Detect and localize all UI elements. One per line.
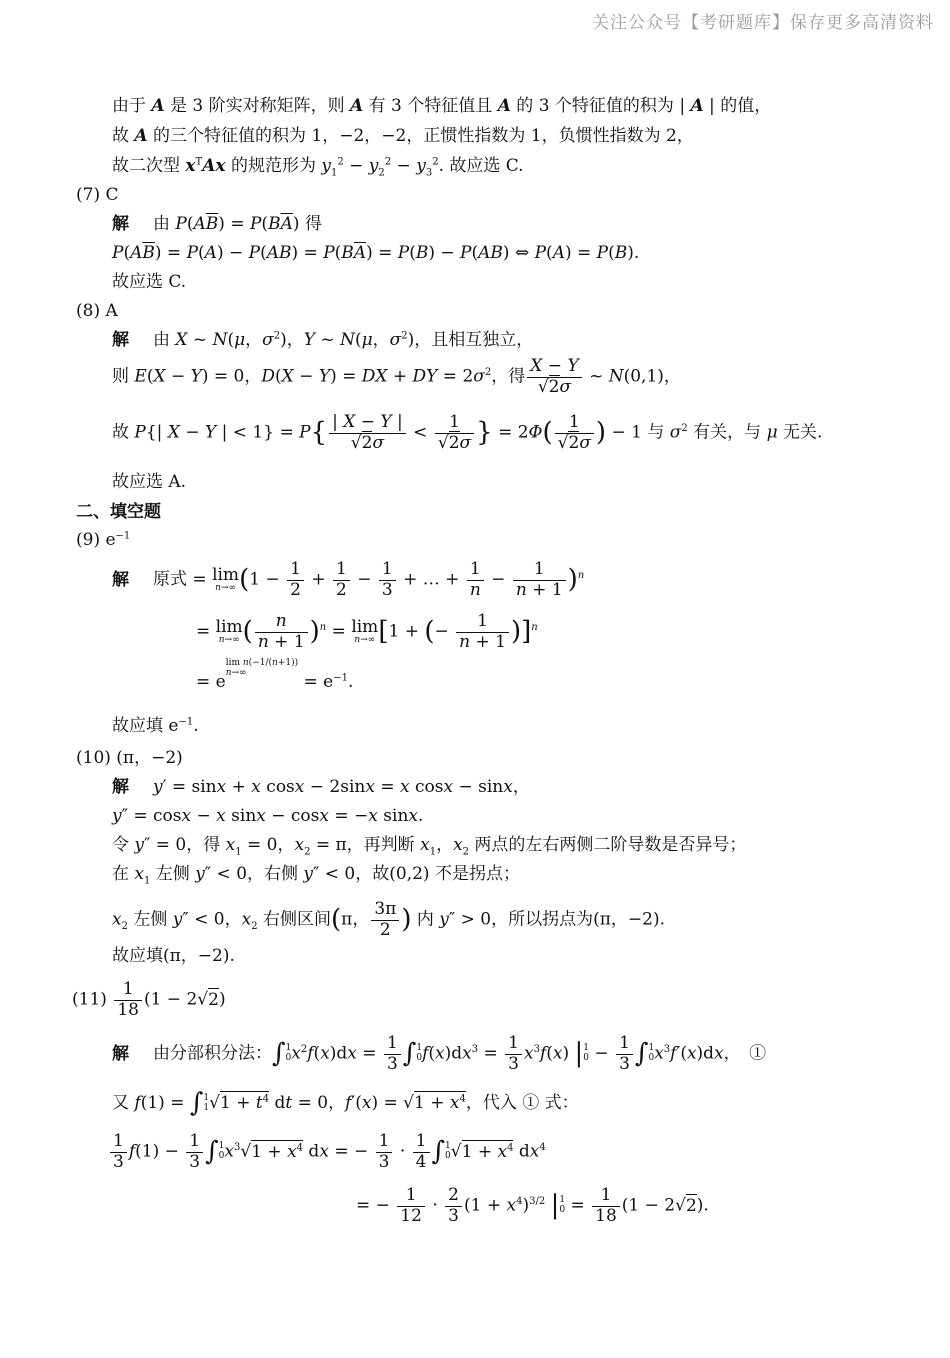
line-10: 则 E(X − Y) = 0，D(X − Y) = DX + DY = $2\sigma^2$，得 $\frac{X - Y}{√2\sigma}$ ~ N(0,1)，	[112, 356, 681, 397]
line-20: 解 y′ = sinx + x cosx − 2sinx = x cosx − sinx，	[112, 777, 530, 797]
answer-11: (11) $\frac{1}{18}$ (1 − 2√2)	[72, 979, 226, 1020]
section-fill-in: 二、填空题	[76, 502, 161, 522]
solution-label: 解	[112, 777, 129, 797]
line-17: = elim n(−1/(n+1)) $n\to\infty = e^{-1}$.	[196, 657, 354, 692]
line-07: 故应选 C.	[112, 272, 187, 292]
line-18: 故应填 $e^{-1}$.	[112, 716, 199, 736]
line-28: 又 f(1) = ∫1 $1√1 + t^4$ dt = 0，$f'(x) = √1 + x^4$，代入 ① 式：	[112, 1088, 579, 1118]
watermark: 关注公众号【考研题库】保存更多高清资料	[592, 13, 934, 33]
line-03: 故二次型 $x^TAx$ 的规范形为 $y_1^2 - y_2^2 - y_3^2$. 故应选 C.	[112, 156, 524, 179]
line-27: 解 由分部积分法：∫1 $0x^2f(x)dx$ = $\frac{1}{3}$ ∫1 $0f(x)dx^3$ = $\frac{1}{3}$ $x^3f(x)$ |1 0 − $\frac{1}{3}$ ∫1 $0x^3f'(x)dx$， ①	[112, 1033, 767, 1074]
solution-label: 解	[112, 569, 129, 590]
line-09: 解 由 X ~ N(μ，$\sigma^2$)，Y ~ N(μ，$\sigma^2$)，且相互独立，	[112, 330, 534, 350]
line-02: 故 A 的三个特征值的积为 1，−2，−2，正惯性指数为 1，负惯性指数为 2，	[112, 126, 694, 146]
line-25: 故应填(π，−2).	[112, 946, 235, 966]
line-23: 在 $x_1$ 左侧 y″ < 0，右侧 y″ < 0，故(0,2) 不是拐点；	[112, 864, 520, 887]
line-24: $x_2$ 左侧 y″ < 0，$x_2$ 右侧区间(π， $\frac{3\pi}{2}$ ) 内 y″ > 0，所以拐点为(π，−2).	[112, 899, 666, 940]
solution-label: 解	[112, 1043, 129, 1064]
line-01: 由于 A 是 3 阶实对称矩阵，则 A 有 3 个特征值且 A 的 3 个特征值的积为 | A | 的值，	[112, 96, 772, 116]
line-11: 故 P{| X − Y | < 1} = P{ $\frac{| X - Y |}{√2\sigma}$ < $\frac{1}{√2\sigma}$ } = 2Φ( $\frac{1}{√2\sigma}$ ) − 1 与 $\sigma^2$ 有关，与 μ 无关.	[112, 412, 823, 453]
line-05: 解 由 $P(A\overline{B}) = P(B\overline{A})$ 得	[112, 214, 322, 234]
line-30: = − $\frac{1}{12}$ · $\frac{2}{3}$ $(1 + x^4)^{3/2}$ |1 0 = $\frac{1}{18}$ (1 − 2√2).	[356, 1185, 709, 1226]
line-16: = lim n→∞ ( $\frac{n}{n + 1}$ )$^n$ = lim n→∞ [1 + (− $\frac{1}{n + 1}$ )]$^n$	[196, 611, 538, 652]
line-06: $P(A\overline{B}) = P(A) - P(AB) = P(B\overline{A}) = P(B) - P(AB)$ ⇔ P(A) = P(B).	[112, 243, 640, 263]
line-15: 解 原式 = lim n→∞ (1 − $\frac{1}{2}$ + $\frac{1}{2}$ − $\frac{1}{3}$ + … + $\frac{1}{n}$ − $\frac{1}{n + 1}$ )$^n$	[112, 559, 585, 600]
line-21: y″ = cosx − x sinx − cosx = −x sinx.	[112, 806, 424, 826]
answer-8: (8) A	[76, 301, 118, 321]
solution-label: 解	[112, 214, 129, 234]
answer-9: (9) $e^{-1}$	[76, 530, 131, 550]
line-29: $\frac{1}{3}$ f(1) − $\frac{1}{3}$ ∫1 $0x^3√1 + x^4$ dx = − $\frac{1}{3}$ · $\frac{1}{4}$ ∫1 $0√1 + x^4$ $dx^4$	[108, 1132, 546, 1172]
line-22: 令 y″ = 0，得 $x_1 = 0$，$x_2 = \pi$，再判断 $x_1$，$x_2$ 两点的左右两侧二阶导数是否异号；	[112, 835, 747, 858]
solution-label: 解	[112, 330, 129, 350]
answer-7: (7) C	[76, 185, 119, 205]
answer-10: (10) (π，−2)	[76, 748, 183, 768]
line-12: 故应选 A.	[112, 472, 187, 492]
